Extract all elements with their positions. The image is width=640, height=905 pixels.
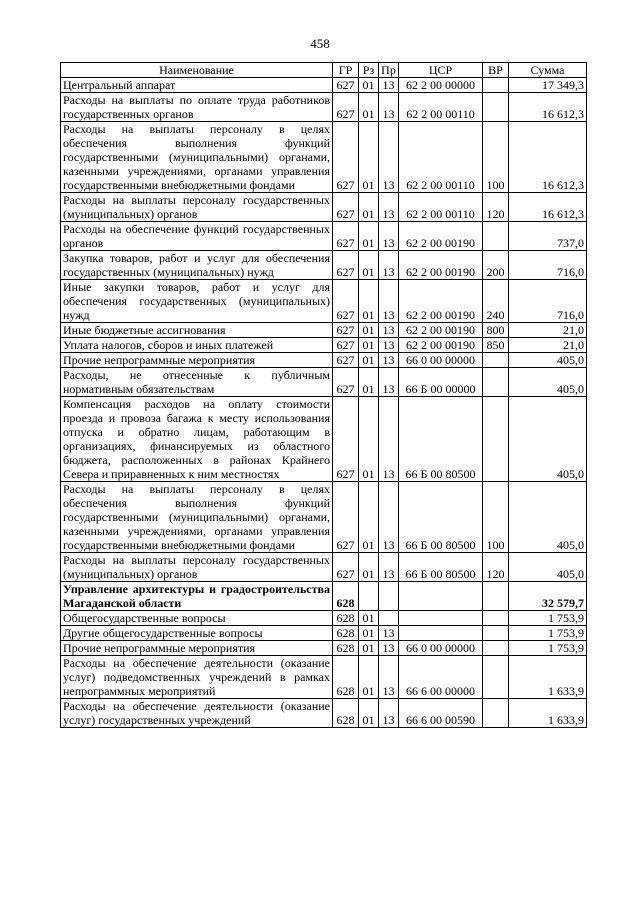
cell-rz: 01: [359, 353, 379, 368]
cell-pr: [379, 582, 399, 611]
cell-name: Расходы на выплаты по оплате труда работников государственных органов: [61, 93, 333, 122]
table-row: [61, 397, 587, 482]
cell-gr: 627: [333, 78, 359, 93]
cell-vr: [483, 222, 509, 251]
cell-rz: 01: [359, 368, 379, 397]
cell-vr: [483, 656, 509, 699]
cell-pr: 13: [379, 553, 399, 582]
cell-gr: 627: [333, 251, 359, 280]
cell-name: Расходы на обеспечение функций государственных органов: [61, 222, 333, 251]
table-body: [61, 78, 587, 728]
table-row: [61, 193, 587, 222]
table-row: [61, 323, 587, 338]
cell-rz: 01: [359, 626, 379, 641]
cell-rz: 01: [359, 280, 379, 323]
cell-rz: 01: [359, 611, 379, 626]
table-row: [61, 368, 587, 397]
cell-gr: 627: [333, 397, 359, 482]
cell-vr: 120: [483, 193, 509, 222]
table-header-row: [61, 63, 587, 78]
cell-name: Иные закупки товаров, работ и услуг для обеспечения государственных (муниципальных) нужд: [61, 280, 333, 323]
cell-pr: 13: [379, 251, 399, 280]
cell-gr: 627: [333, 122, 359, 193]
cell-pr: 13: [379, 397, 399, 482]
cell-gr: 627: [333, 553, 359, 582]
cell-rz: [359, 582, 379, 611]
header-sum: Сумма: [509, 63, 587, 78]
cell-pr: 13: [379, 338, 399, 353]
cell-csr: 62 2 00 00190: [399, 338, 483, 353]
cell-pr: 13: [379, 93, 399, 122]
table-row: [61, 699, 587, 728]
table-row: [61, 482, 587, 553]
cell-vr: [483, 368, 509, 397]
cell-csr: 62 2 00 00110: [399, 93, 483, 122]
cell-pr: 13: [379, 193, 399, 222]
cell-gr: 628: [333, 641, 359, 656]
cell-name: Компенсация расходов на оплату стоимости проезда и провоза багажа к месту использования отпуска и обратно лицам, работающим в организациях, финансируемых из областного бюджета, расположенных в районах Крайнего Севера и приравненных к ним местностях: [61, 397, 333, 482]
cell-csr: 66 0 00 00000: [399, 353, 483, 368]
cell-gr: 627: [333, 338, 359, 353]
cell-csr: 66 Б 00 00000: [399, 368, 483, 397]
page-number: 458: [310, 36, 330, 51]
cell-vr: 800: [483, 323, 509, 338]
cell-rz: 01: [359, 78, 379, 93]
table-row: [61, 251, 587, 280]
cell-sum: 737,0: [509, 222, 587, 251]
cell-name: Центральный аппарат: [61, 78, 333, 93]
cell-csr: 62 2 00 00190: [399, 251, 483, 280]
cell-gr: 628: [333, 626, 359, 641]
cell-name: Прочие непрограммные мероприятия: [61, 641, 333, 656]
cell-name: Расходы на выплаты персоналу в целях обеспечения выполнения функций государственными (муниципальными) органами, казенными учреждениями, органами управления государственными внебюджетными фондами: [61, 122, 333, 193]
cell-name: Общегосударственные вопросы: [61, 611, 333, 626]
cell-sum: 1 753,9: [509, 626, 587, 641]
cell-sum: 16 612,3: [509, 93, 587, 122]
cell-name: Прочие непрограммные мероприятия: [61, 353, 333, 368]
cell-csr: 62 2 00 00000: [399, 78, 483, 93]
cell-sum: 405,0: [509, 397, 587, 482]
cell-gr: 627: [333, 93, 359, 122]
cell-sum: 716,0: [509, 251, 587, 280]
cell-rz: 01: [359, 222, 379, 251]
table-row: [61, 626, 587, 641]
cell-csr: 66 6 00 00590: [399, 699, 483, 728]
cell-name: Расходы на обеспечение деятельности (оказание услуг) подведомственных учреждений в рамках непрограммных мероприятий: [61, 656, 333, 699]
cell-gr: 627: [333, 323, 359, 338]
cell-pr: 13: [379, 222, 399, 251]
cell-csr: 66 0 00 00000: [399, 641, 483, 656]
cell-csr: 62 2 00 00190: [399, 280, 483, 323]
cell-vr: 200: [483, 251, 509, 280]
table-row: [61, 353, 587, 368]
cell-vr: [483, 397, 509, 482]
cell-gr: 627: [333, 193, 359, 222]
cell-pr: 13: [379, 323, 399, 338]
cell-gr: 627: [333, 368, 359, 397]
cell-pr: 13: [379, 78, 399, 93]
cell-name: Расходы на обеспечение деятельности (оказание услуг) государственных учреждений: [61, 699, 333, 728]
cell-sum: 405,0: [509, 353, 587, 368]
header-name: Наименование: [61, 63, 333, 78]
header-pr: Пр: [379, 63, 399, 78]
cell-gr: 627: [333, 222, 359, 251]
cell-csr: [399, 582, 483, 611]
table-row: [61, 338, 587, 353]
cell-name: Уплата налогов, сборов и иных платежей: [61, 338, 333, 353]
cell-sum: 16 612,3: [509, 122, 587, 193]
cell-name: Закупка товаров, работ и услуг для обеспечения государственных (муниципальных) нужд: [61, 251, 333, 280]
cell-rz: 01: [359, 699, 379, 728]
cell-csr: 62 2 00 00190: [399, 323, 483, 338]
cell-rz: 01: [359, 482, 379, 553]
cell-gr: 627: [333, 482, 359, 553]
cell-csr: 66 Б 00 80500: [399, 553, 483, 582]
cell-rz: 01: [359, 656, 379, 699]
cell-name: Расходы, не отнесенные к публичным нормативным обязательствам: [61, 368, 333, 397]
table-row: [61, 582, 587, 611]
cell-csr: 62 2 00 00190: [399, 222, 483, 251]
cell-name: Другие общегосударственные вопросы: [61, 626, 333, 641]
cell-vr: [483, 611, 509, 626]
cell-vr: [483, 641, 509, 656]
cell-vr: [483, 78, 509, 93]
cell-vr: [483, 699, 509, 728]
cell-name: Иные бюджетные ассигнования: [61, 323, 333, 338]
cell-vr: 120: [483, 553, 509, 582]
cell-gr: 627: [333, 280, 359, 323]
cell-sum: 1 633,9: [509, 656, 587, 699]
cell-pr: 13: [379, 280, 399, 323]
cell-vr: [483, 93, 509, 122]
budget-table: [60, 62, 587, 728]
cell-sum: 405,0: [509, 482, 587, 553]
header-vr: ВР: [483, 63, 509, 78]
cell-gr: 628: [333, 656, 359, 699]
cell-vr: [483, 582, 509, 611]
table-row: [61, 93, 587, 122]
cell-gr: 628: [333, 611, 359, 626]
table-row: [61, 222, 587, 251]
cell-csr: 62 2 00 00110: [399, 122, 483, 193]
table-row: [61, 122, 587, 193]
cell-sum: 1 633,9: [509, 699, 587, 728]
cell-rz: 01: [359, 553, 379, 582]
cell-sum: 716,0: [509, 280, 587, 323]
cell-vr: [483, 353, 509, 368]
cell-name: Расходы на выплаты персоналу государственных (муниципальных) органов: [61, 553, 333, 582]
cell-gr: 627: [333, 353, 359, 368]
cell-sum: 16 612,3: [509, 193, 587, 222]
cell-sum: 1 753,9: [509, 641, 587, 656]
cell-csr: [399, 611, 483, 626]
cell-rz: 01: [359, 193, 379, 222]
cell-rz: 01: [359, 251, 379, 280]
cell-gr: 628: [333, 582, 359, 611]
cell-vr: 850: [483, 338, 509, 353]
table-row: [61, 280, 587, 323]
cell-rz: 01: [359, 122, 379, 193]
cell-pr: [379, 611, 399, 626]
cell-vr: [483, 626, 509, 641]
cell-vr: 100: [483, 122, 509, 193]
cell-sum: 405,0: [509, 553, 587, 582]
cell-rz: 01: [359, 397, 379, 482]
cell-sum: 32 579,7: [509, 582, 587, 611]
cell-rz: 01: [359, 93, 379, 122]
table-row: [61, 78, 587, 93]
cell-pr: 13: [379, 626, 399, 641]
cell-pr: 13: [379, 368, 399, 397]
cell-pr: 13: [379, 482, 399, 553]
cell-vr: 240: [483, 280, 509, 323]
cell-csr: 62 2 00 00110: [399, 193, 483, 222]
cell-pr: 13: [379, 656, 399, 699]
cell-sum: 17 349,3: [509, 78, 587, 93]
cell-name: Управление архитектуры и градостроительства Магаданской области: [61, 582, 333, 611]
cell-csr: 66 Б 00 80500: [399, 482, 483, 553]
cell-sum: 1 753,9: [509, 611, 587, 626]
cell-csr: [399, 626, 483, 641]
table-row: [61, 611, 587, 626]
cell-csr: 66 Б 00 80500: [399, 397, 483, 482]
cell-pr: 13: [379, 122, 399, 193]
cell-sum: 21,0: [509, 338, 587, 353]
cell-vr: 100: [483, 482, 509, 553]
cell-pr: 13: [379, 353, 399, 368]
cell-rz: 01: [359, 338, 379, 353]
cell-rz: 01: [359, 323, 379, 338]
cell-name: Расходы на выплаты персоналу в целях обеспечения выполнения функций государственными (муниципальными) органами, казенными учреждениями, органами управления государственными внебюджетными фондами: [61, 482, 333, 553]
cell-pr: 13: [379, 699, 399, 728]
cell-gr: 628: [333, 699, 359, 728]
cell-rz: 01: [359, 641, 379, 656]
header-gr: ГР: [333, 63, 359, 78]
table-row: [61, 656, 587, 699]
cell-pr: 13: [379, 641, 399, 656]
table-row: [61, 641, 587, 656]
cell-csr: 66 6 00 00000: [399, 656, 483, 699]
table-row: [61, 553, 587, 582]
cell-name: Расходы на выплаты персоналу государственных (муниципальных) органов: [61, 193, 333, 222]
header-rz: Рз: [359, 63, 379, 78]
cell-sum: 405,0: [509, 368, 587, 397]
cell-sum: 21,0: [509, 323, 587, 338]
header-csr: ЦСР: [399, 63, 483, 78]
